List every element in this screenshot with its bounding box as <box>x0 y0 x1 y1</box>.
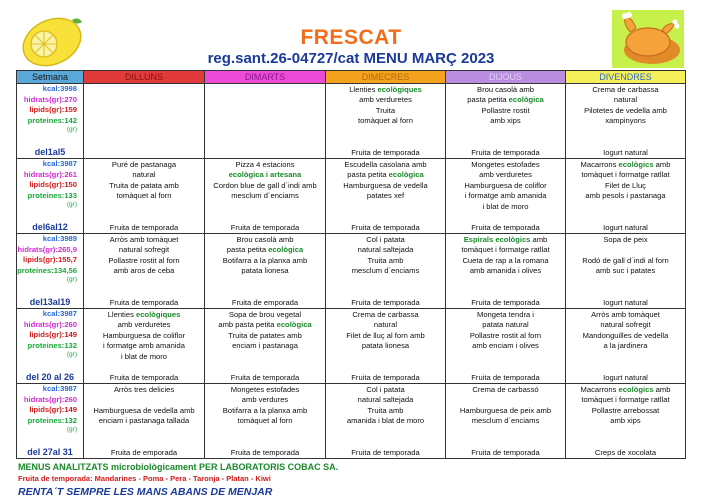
dish-line <box>566 170 685 180</box>
week-info-cell <box>17 234 84 309</box>
grams-unit: (gr) <box>66 426 77 434</box>
ecologic-highlight: ecològica <box>276 320 312 330</box>
dish-line <box>326 235 445 245</box>
grams-unit: (gr) <box>66 126 77 134</box>
dish-text: amb <box>653 385 671 394</box>
column-header-divendres: DIVENDRES <box>566 71 686 84</box>
dish-text: Truita amb <box>367 255 404 265</box>
header <box>0 0 702 70</box>
dish-text: Arròs amb tomàquet <box>109 235 179 244</box>
dish-text: amb verdures <box>241 395 289 405</box>
dish-text: amb xips <box>490 116 521 126</box>
dish-text: pasta petita <box>226 245 269 255</box>
dish-line <box>84 160 204 170</box>
dish-text: Mongetes estofades <box>471 160 540 169</box>
dessert: Fruita de temporada <box>230 222 300 232</box>
dish-text: Col i patata <box>366 235 405 244</box>
dish-text: tomàquet al forn <box>116 191 172 201</box>
dish-text: Hamburguesa de vedella amb <box>93 405 195 415</box>
dish-text: patata natural <box>482 320 529 330</box>
dish-line <box>446 266 565 276</box>
dish-line <box>205 416 325 426</box>
dish-line <box>566 266 685 276</box>
dish-text: amb pesols i pastanaga <box>585 191 666 201</box>
dish-line <box>446 331 565 341</box>
dish-line <box>326 256 445 266</box>
week-row <box>17 234 686 309</box>
dish-line <box>566 256 685 266</box>
footer-analitzats: MENUS ANALITZATS microbiològicament PER LABORATORIS COBAC SA. <box>18 462 339 472</box>
dessert: Fruita de temporada <box>109 222 179 232</box>
dish-line <box>446 95 565 105</box>
dish-text: Arròs amb tomàquet <box>591 310 660 319</box>
day-cell <box>205 234 326 309</box>
dish-text: i blat de moro <box>482 201 529 211</box>
kcal-value: kcal:3987 <box>42 159 77 168</box>
dessert: Fruita de temporada <box>351 297 420 307</box>
dish-text: tomàquet i formatge ratllat <box>581 395 670 405</box>
week-range: del6al12 <box>32 222 68 232</box>
dish-text: natural <box>132 170 156 180</box>
dish-text: Hamburguesa de peix amb <box>459 405 552 415</box>
dish-text: amb aros de ceba <box>113 266 175 276</box>
dish-text: Truita de patates amb <box>228 330 302 340</box>
dish-line <box>205 256 325 266</box>
dish-line <box>326 106 445 116</box>
column-header-dilluns: DILLUNS <box>84 71 205 84</box>
dish-text: amb verduretes <box>117 320 171 330</box>
dish-line <box>205 170 325 180</box>
dish-text: amb pasta petita <box>218 320 277 330</box>
hidrats-value: hidrats(gr):261 <box>23 169 77 179</box>
dish-text: amb <box>653 160 671 169</box>
dish-text: Truita de patata amb <box>109 180 179 190</box>
dessert: Fruita de temporada <box>351 447 420 457</box>
day-cell <box>326 309 446 384</box>
hidrats-value: hidrats(gr):265,9 <box>17 244 77 254</box>
dish-line <box>566 106 685 116</box>
day-cell <box>446 234 566 309</box>
grams-unit: (gr) <box>66 276 77 284</box>
dish-line <box>84 266 204 276</box>
dish-line <box>326 170 445 180</box>
dish-text: tomàquet i formatge ratllat <box>581 170 670 180</box>
dish-text: xampinyons <box>605 116 646 126</box>
dish-line <box>205 385 325 395</box>
day-cell <box>84 159 205 234</box>
dessert: Creps de xocolata <box>594 447 657 457</box>
dessert: Fruita de emporada <box>110 447 178 457</box>
dish-text: Filet de lluç al forn amb <box>346 330 425 340</box>
dish-line <box>566 406 685 416</box>
dish-line <box>446 310 565 320</box>
dessert: Fruita de temporada <box>351 147 420 157</box>
day-cell <box>205 384 326 459</box>
dessert: Fruita de temporada <box>230 447 300 457</box>
dish-text: pasta petita <box>347 170 389 180</box>
dish-line <box>84 170 204 180</box>
dish-text: Mandonguilles de vedella <box>582 330 669 340</box>
lipids-value: lipids(gr):149 <box>29 405 77 415</box>
dish-text: patata lionesa <box>241 266 289 276</box>
kcal-value: kcal:3987 <box>42 384 77 393</box>
dish-text: Sopa de brou vegetal <box>228 310 302 319</box>
dish-text: tomàquet al forn <box>358 116 413 126</box>
dish-line <box>566 116 685 126</box>
day-cell <box>205 84 326 159</box>
dish-text: Llenties <box>349 85 378 94</box>
ecologic-highlight: ecològiques <box>377 85 422 94</box>
dish-line <box>326 266 445 276</box>
week-range: del 27al 31 <box>27 447 73 457</box>
dish-line <box>326 395 445 405</box>
day-cell <box>446 384 566 459</box>
dish-line <box>326 85 445 95</box>
dish-text: amb verduretes <box>359 95 412 105</box>
grams-unit: (gr) <box>66 351 77 359</box>
kcal-value: kcal:3987 <box>42 309 77 318</box>
dish-text: Botifarra a la planxa amb <box>222 405 308 415</box>
dish-line <box>84 310 204 320</box>
hidrats-value: hidrats(gr):260 <box>23 319 77 329</box>
dish-line <box>326 116 445 126</box>
column-header-dijous: DIJOUS <box>446 71 566 84</box>
week-range: del 20 al 26 <box>25 372 75 382</box>
day-cell <box>566 234 686 309</box>
day-cell <box>84 384 205 459</box>
dish-text: Crema de carbassa <box>592 85 659 94</box>
dish-text: amb xips <box>610 416 641 426</box>
dish-line <box>84 341 204 351</box>
dish-text: Pollastre arrebossat <box>591 405 660 415</box>
dish-line <box>566 395 685 405</box>
dish-text: Col i patata <box>366 385 405 394</box>
day-cell <box>84 309 205 384</box>
dish-line <box>326 331 445 341</box>
ecologic-highlight: ecològica i artesana <box>228 170 302 180</box>
day-cell <box>326 384 446 459</box>
week-row <box>17 84 686 159</box>
dish-text: Truita <box>375 105 396 115</box>
dish-text: Truita amb <box>367 405 404 415</box>
dish-line <box>566 310 685 320</box>
day-cell <box>326 234 446 309</box>
proteines-value: proteines:142 <box>27 115 77 125</box>
dish-line <box>326 245 445 255</box>
dish-text: Brou casolà amb <box>477 85 534 94</box>
dish-line <box>326 406 445 416</box>
day-cell <box>205 309 326 384</box>
grams-unit: (gr) <box>66 201 77 209</box>
day-cell <box>326 159 446 234</box>
dish-line <box>84 191 204 201</box>
dish-line <box>84 352 204 362</box>
page-title: FRESCAT <box>300 26 402 49</box>
dessert: Fruita de temporada <box>109 372 179 382</box>
dish-text: Mongetes estofades <box>230 385 300 394</box>
dish-line <box>326 385 445 395</box>
dish-line <box>326 191 445 201</box>
dish-line <box>205 406 325 416</box>
week-range: del13al19 <box>29 297 71 307</box>
dish-line <box>566 385 685 395</box>
dish-text: enciam i pastanaga tallada <box>98 416 190 426</box>
dish-line <box>205 395 325 405</box>
dish-text: patata lionesa <box>361 341 410 351</box>
dish-text: Brou casolà amb <box>236 235 294 244</box>
dessert: Fruita de temporada <box>351 372 420 382</box>
week-row <box>17 159 686 234</box>
day-cell <box>566 384 686 459</box>
proteines-value: proteines:132 <box>27 340 77 350</box>
dish-text: Hamburguesa de vedella <box>343 180 428 190</box>
dish-text: Escudella casolana amb <box>344 160 427 169</box>
dish-text: amb <box>530 235 548 244</box>
dish-line <box>566 416 685 426</box>
week-row <box>17 309 686 384</box>
dish-text: Filet de Lluç <box>605 180 646 190</box>
dish-text: Pollastre rostit <box>481 105 530 115</box>
day-cell <box>326 84 446 159</box>
day-cell <box>446 84 566 159</box>
dish-text: Crema de carbassa <box>352 310 419 319</box>
dish-text: i formatge amb amanida <box>103 341 185 351</box>
dish-text: i formatge amb amanida <box>464 191 547 201</box>
dessert: Fruita de emporada <box>231 297 299 307</box>
day-cell <box>566 309 686 384</box>
dish-text: amb verduretes <box>479 170 532 180</box>
dish-line <box>326 310 445 320</box>
hidrats-value: hidrats(gr):260 <box>23 394 77 404</box>
ecologic-highlight: ecològica <box>388 170 424 180</box>
dessert: Fruita de temporada <box>471 297 540 307</box>
dish-text: Macarrons <box>580 385 619 394</box>
dish-line <box>205 331 325 341</box>
dish-line <box>446 85 565 95</box>
column-header-dimecres: DIMECRES <box>326 71 446 84</box>
footer-renta: RENTA´T SEMPRE LES MANS ABANS DE MENJAR <box>18 486 273 498</box>
dish-line <box>446 385 565 395</box>
proteines-value: proteines:133 <box>27 190 77 200</box>
dish-line <box>446 416 565 426</box>
dish-text: Crema de carbassó <box>472 385 539 394</box>
dish-line <box>205 266 325 276</box>
dish-line <box>446 341 565 351</box>
dish-line <box>84 256 204 266</box>
day-cell <box>446 309 566 384</box>
day-cell <box>84 84 205 159</box>
dish-line <box>326 181 445 191</box>
dish-text: Pizza 4 estacions <box>235 160 295 169</box>
dish-line <box>84 395 204 405</box>
lipids-value: lipids(gr):155,7 <box>22 255 77 265</box>
dish-text: amb enciam i olives <box>472 341 539 351</box>
dish-line <box>446 191 565 201</box>
week-range: del1al5 <box>34 147 66 157</box>
dish-line <box>446 181 565 191</box>
hidrats-value: hidrats(gr):270 <box>23 94 77 104</box>
dessert: Fruita de temporada <box>471 372 540 382</box>
dish-line <box>446 235 565 245</box>
dish-line <box>566 95 685 105</box>
kcal-value: kcal:3989 <box>42 234 77 243</box>
day-cell <box>205 159 326 234</box>
dish-line <box>84 245 204 255</box>
dish-text: mesclum d´enciams <box>471 416 540 426</box>
dish-line <box>326 320 445 330</box>
dish-line <box>566 320 685 330</box>
dish-line <box>205 245 325 255</box>
dish-line <box>566 245 685 255</box>
dish-text: Pollastre rostit al forn <box>469 330 542 340</box>
menu-table <box>16 70 686 459</box>
dish-text: mesclum d´enciams <box>351 266 420 276</box>
dish-text: natural <box>373 320 398 330</box>
dish-text: i blat de moro <box>120 351 167 361</box>
dish-line <box>566 235 685 245</box>
dish-line <box>205 320 325 330</box>
dish-line <box>446 256 565 266</box>
dessert: Fruita de temporada <box>471 147 540 157</box>
lipids-value: lipids(gr):159 <box>29 105 77 115</box>
dish-text: Mongeta tendra i <box>477 310 534 319</box>
dish-line <box>84 235 204 245</box>
dish-line <box>84 406 204 416</box>
dish-line <box>205 235 325 245</box>
dish-line <box>205 191 325 201</box>
dish-text: natural sofregit <box>600 320 651 330</box>
day-cell <box>566 159 686 234</box>
dish-line <box>205 181 325 191</box>
dessert: Fruita de temporada <box>471 447 540 457</box>
dish-line <box>566 191 685 201</box>
footer-fruita: Fruita de temporada: Mandarines - Poma - Pera - Taronja - Platan - Kiwi <box>18 474 271 483</box>
dish-line <box>566 160 685 170</box>
dish-text: Hamburguesa de coliflor <box>464 180 547 190</box>
roast-chicken-icon <box>612 10 684 68</box>
page-subtitle: reg.sant.26-04727/cat MENU MARÇ 2023 <box>207 50 495 67</box>
dish-line <box>566 181 685 191</box>
dish-text: tomàquet i formatge ratllat <box>461 245 550 255</box>
ecologic-highlight: ecològiques <box>135 310 181 319</box>
dish-text: Puré de pastanaga <box>111 160 177 169</box>
column-header-dimarts: DIMARTS <box>205 71 326 84</box>
dish-text: enciam i pastanaga <box>232 341 298 351</box>
dessert: Iogurt natural <box>603 222 648 232</box>
ecologic-highlight: ecològica <box>508 95 544 105</box>
dish-line <box>566 341 685 351</box>
dish-line <box>446 116 565 126</box>
dish-line <box>84 320 204 330</box>
dish-line <box>84 416 204 426</box>
dish-text: patates xef <box>366 191 405 201</box>
dish-text: Arròs tres delicies <box>113 385 175 394</box>
dish-text: pasta petita <box>467 95 509 105</box>
dish-text: Cueta de rap a la romana <box>462 255 549 265</box>
ecologic-highlight: ecològica <box>268 245 304 255</box>
dish-line <box>205 341 325 351</box>
dish-line <box>566 331 685 341</box>
dish-text: natural saltejada <box>357 245 414 255</box>
dish-line <box>446 395 565 405</box>
dish-text: Llenties <box>107 310 136 319</box>
dish-text: Sopa de peix <box>603 235 648 244</box>
dish-line <box>326 341 445 351</box>
day-cell <box>446 159 566 234</box>
week-info-cell <box>17 384 84 459</box>
dessert: Fruita de temporada <box>471 222 540 232</box>
dish-text: amanida i blat de moro <box>346 416 425 426</box>
dish-line <box>446 170 565 180</box>
ecologic-highlight: Espirals ecològics <box>463 235 531 244</box>
dish-line <box>84 331 204 341</box>
ecologic-highlight: ecològics <box>618 385 654 394</box>
dish-text: a la jardinera <box>603 341 648 351</box>
week-info-cell <box>17 159 84 234</box>
dish-line <box>326 95 445 105</box>
dish-line <box>446 160 565 170</box>
week-row <box>17 384 686 459</box>
dish-line <box>205 310 325 320</box>
dish-text: natural sofregit <box>118 245 170 255</box>
ecologic-highlight: ecològics <box>618 160 654 169</box>
proteines-value: proteines:132 <box>27 415 77 425</box>
dish-text: Pilotetes de vedella amb <box>584 105 667 115</box>
week-info-cell <box>17 309 84 384</box>
dish-text: Macarrons <box>580 160 619 169</box>
lipids-value: lipids(gr):149 <box>29 330 77 340</box>
day-cell <box>566 84 686 159</box>
dish-text: natural saltejada <box>357 395 414 405</box>
dish-text: Cordon blue de gall d´indi amb <box>213 180 317 190</box>
dish-text: Rodó de gall d´indi al forn <box>582 255 669 265</box>
dessert: Iogurt natural <box>603 297 648 307</box>
dish-text: Hamburguesa de coliflor <box>102 330 186 340</box>
dish-text: mesclum d´enciams <box>231 191 299 201</box>
dish-line <box>326 160 445 170</box>
dish-line <box>205 160 325 170</box>
lipids-value: lipids(gr):150 <box>29 180 77 190</box>
dessert: Fruita de temporada <box>230 372 300 382</box>
column-header-setmana: Setmana <box>17 71 84 84</box>
dessert: Iogurt natural <box>603 372 648 382</box>
dish-text: Pollastre rostit al forn <box>108 255 180 265</box>
dessert: Iogurt natural <box>603 147 648 157</box>
dish-line <box>446 106 565 116</box>
kcal-value: kcal:3998 <box>42 84 77 93</box>
dish-line <box>84 181 204 191</box>
dish-text: amb amanida i olives <box>469 266 542 276</box>
dish-text: amb suc i patates <box>595 266 656 276</box>
dish-line <box>326 416 445 426</box>
dish-text: tomàquet al forn <box>237 416 293 426</box>
dish-text: Botifarra a la planxa amb <box>222 255 308 265</box>
week-info-cell <box>17 84 84 159</box>
dish-line <box>446 406 565 416</box>
dessert: Fruita de temporada <box>109 297 179 307</box>
dish-line <box>446 320 565 330</box>
dish-line <box>566 85 685 95</box>
proteines-value: proteines:134,56 <box>17 265 77 275</box>
day-cell <box>84 234 205 309</box>
dessert: Fruita de temporada <box>351 222 420 232</box>
dish-line <box>84 385 204 395</box>
dish-text: natural <box>613 95 638 105</box>
dish-line <box>446 245 565 255</box>
dish-line <box>446 202 565 212</box>
